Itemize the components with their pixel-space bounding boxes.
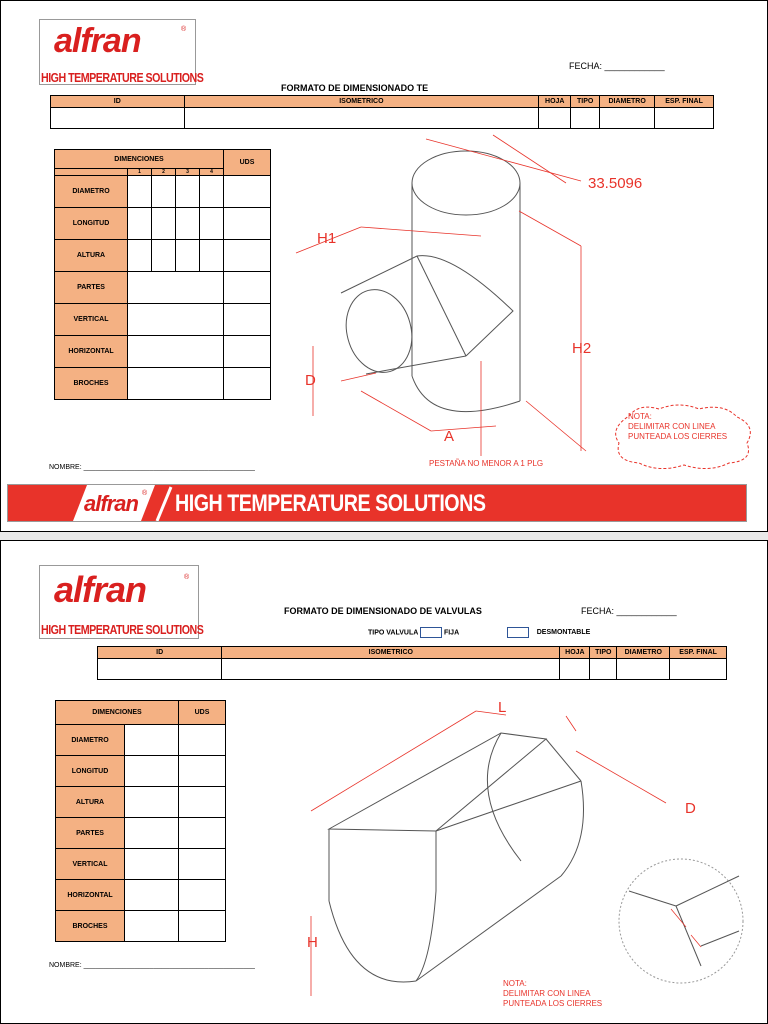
logo-word: alfran	[54, 569, 147, 610]
fecha-field[interactable]: FECHA: ____________	[569, 61, 665, 71]
header-table	[97, 646, 727, 680]
col-tipo: TIPO	[590, 647, 617, 659]
label-d: D	[685, 800, 696, 817]
logo-tagline: HIGH TEMPERATURE SOLUTIONS	[41, 622, 204, 637]
label-l: L	[498, 699, 507, 716]
col-id: ID	[98, 647, 222, 659]
row-label: ALTURA	[55, 240, 128, 272]
nombre-field[interactable]: NOMBRE: ____________________________________________	[49, 962, 255, 969]
tipo-valvula-row: TIPO VALVULA FIJA DESMONTABLE	[368, 627, 590, 638]
page-title: FORMATO DE DIMENSIONADO DE VALVULAS	[284, 606, 482, 616]
subcol-4: 4	[200, 169, 224, 176]
pestana-note: PESTAÑA NO MENOR A 1 PLG	[429, 459, 544, 468]
col-esp-final: ESP. FINAL	[655, 96, 714, 108]
row-label: VERTICAL	[55, 304, 128, 336]
diametro-cell[interactable]	[600, 108, 655, 129]
alfran-logo: alfran ® HIGH TEMPERATURE SOLUTIONS	[39, 565, 199, 639]
subcol-2: 2	[152, 169, 176, 176]
desmontable-checkbox[interactable]	[507, 627, 529, 638]
nota-text: NOTA: DELIMITAR CON LINEA PUNTEADA LOS CIERRES	[628, 412, 728, 441]
esp-final-cell[interactable]	[655, 108, 714, 129]
row-label: PARTES	[55, 272, 128, 304]
nombre-field[interactable]: NOMBRE: ____________________________________________	[49, 464, 255, 471]
uds-header: UDS	[224, 150, 271, 176]
col-tipo: TIPO	[571, 96, 600, 108]
valve-drawing	[291, 691, 761, 1016]
header-table	[50, 95, 714, 129]
banner-tagline: HIGH TEMPERATURE SOLUTIONS	[175, 490, 486, 517]
col-isometrico: ISOMETRICO	[184, 96, 539, 108]
uds-header: UDS	[179, 701, 226, 725]
alfran-logo	[39, 19, 204, 85]
page-title: FORMATO DE DIMENSIONADO TE	[281, 83, 429, 93]
col-esp-final: ESP. FINAL	[670, 647, 727, 659]
dimensions-table: DIMENCIONES UDS DIAMETRO LONGITUD ALTURA PARTES VERTICAL HORIZONTAL BROCHES	[55, 700, 226, 942]
subcol-3: 3	[176, 169, 200, 176]
id-cell[interactable]	[51, 108, 185, 129]
row-label: DIAMETRO	[55, 176, 128, 208]
row-label: BROCHES	[55, 368, 128, 400]
fija-checkbox[interactable]	[420, 627, 442, 638]
dims-header: DIMENCIONES	[56, 701, 179, 725]
logo-word: alfran	[54, 22, 141, 60]
dimensions-table	[54, 149, 271, 400]
col-diametro: DIAMETRO	[600, 96, 655, 108]
footer-banner: alfran ® HIGH TEMPERATURE SOLUTIONS	[7, 484, 747, 522]
col-id: ID	[51, 96, 185, 108]
row-label: LONGITUD	[55, 208, 128, 240]
hoja-cell[interactable]	[539, 108, 571, 129]
dimension-value: 33.5096	[588, 175, 643, 192]
tipo-cell[interactable]	[571, 108, 600, 129]
col-hoja: HOJA	[539, 96, 571, 108]
row-label: HORIZONTAL	[55, 336, 128, 368]
fecha-field[interactable]: FECHA: ____________	[581, 606, 677, 616]
subcol-1: 1	[128, 169, 152, 176]
logo-registered: ®	[181, 26, 187, 33]
valvula-format-sheet	[0, 540, 768, 1024]
col-hoja: HOJA	[560, 647, 590, 659]
label-h1: H1	[317, 230, 337, 247]
label-h: H	[307, 934, 318, 951]
col-diametro: DIAMETRO	[617, 647, 670, 659]
dims-header: DIMENCIONES	[55, 150, 224, 169]
logo-tagline: HIGH TEMPERATURE SOLUTIONS	[41, 70, 204, 85]
banner-logo-word: alfran	[84, 491, 138, 516]
col-isometrico: ISOMETRICO	[222, 647, 560, 659]
isometrico-cell[interactable]	[184, 108, 539, 129]
nota-text: NOTA: DELIMITAR CON LINEA PUNTEADA LOS CIERRES	[503, 979, 603, 1008]
label-d: D	[305, 372, 316, 389]
label-a: A	[444, 428, 455, 445]
label-h2: H2	[572, 340, 592, 357]
